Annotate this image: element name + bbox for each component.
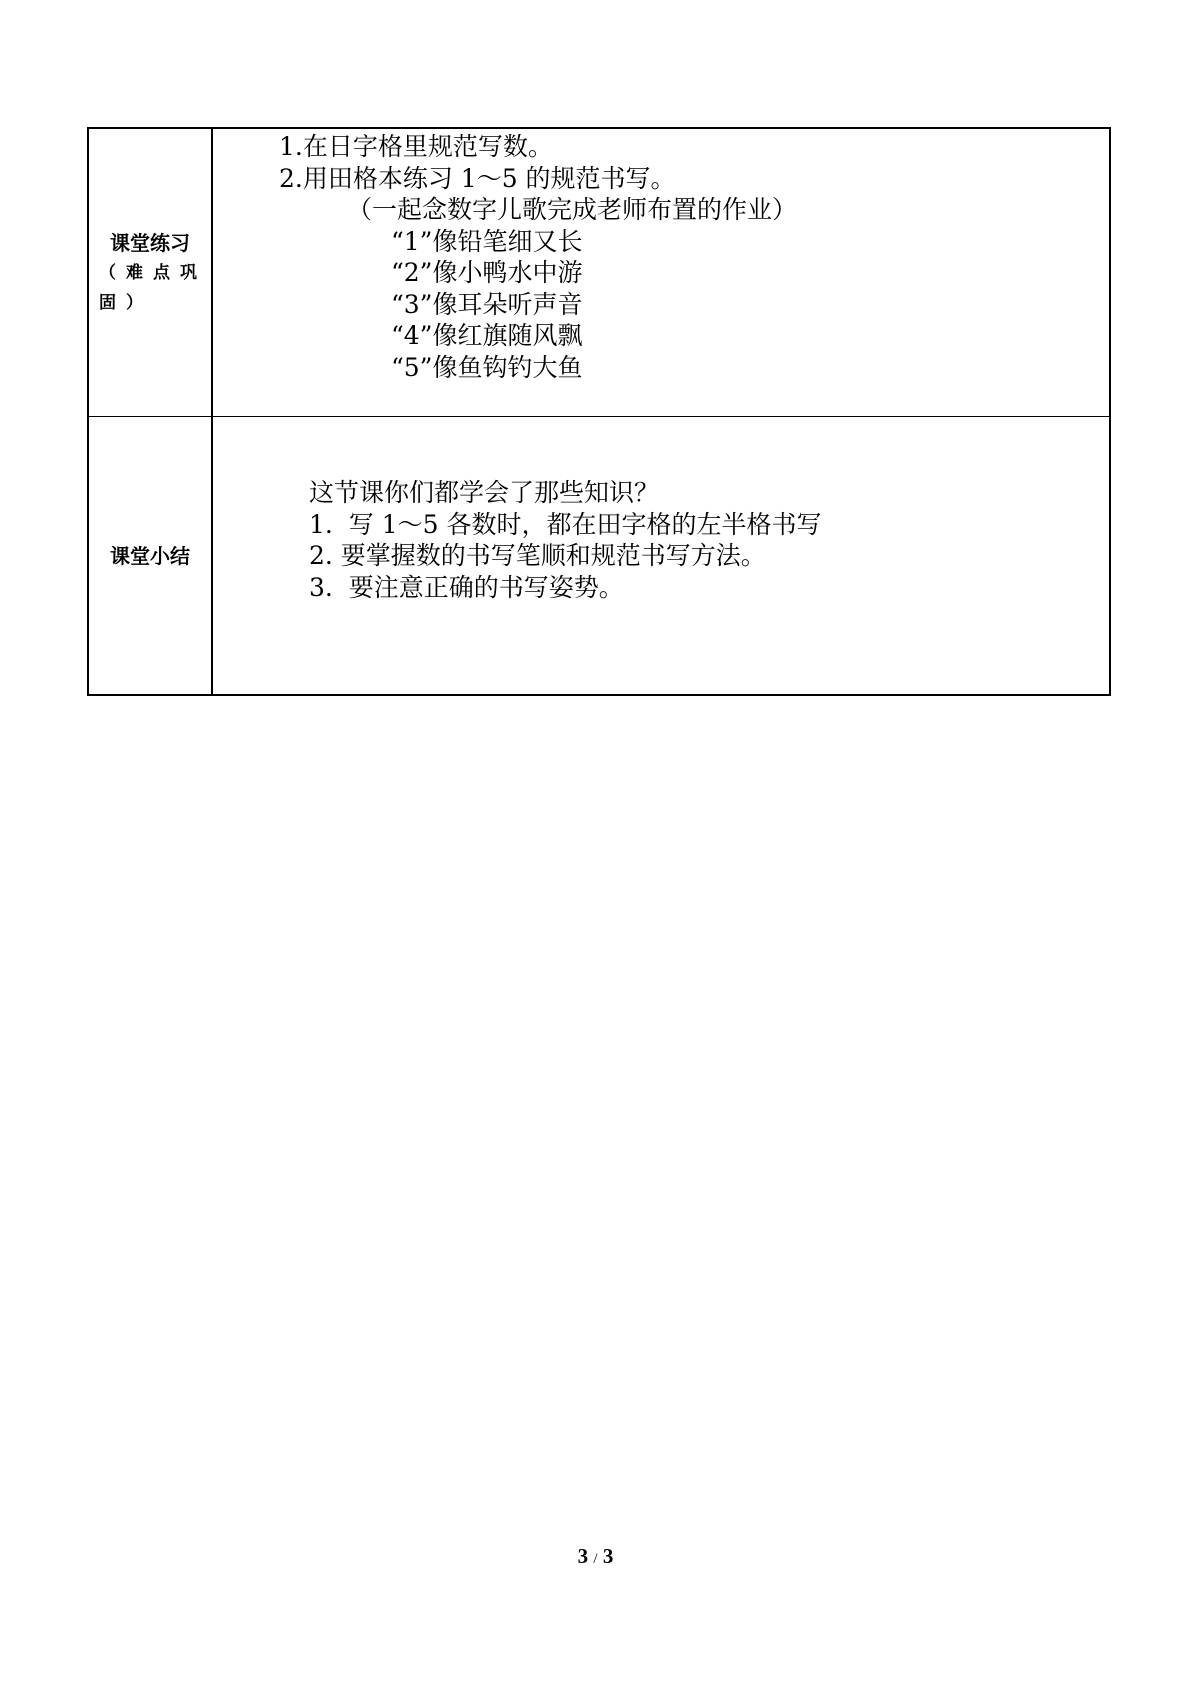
summary-label: 课堂小结 [110, 543, 190, 568]
summary-line: 2. 要掌握数的书写笔顺和规范书写方法。 [309, 541, 766, 570]
practice-content [213, 129, 1109, 416]
practice-line: 2.用田格本练习 1～5 的规范书写。 [279, 163, 676, 193]
practice-label-cell [89, 129, 213, 416]
practice-line: 1.在日字格里规范写数。 [279, 132, 553, 161]
practice-line: “1”像铅笔细又长 [391, 226, 583, 256]
summary-line: 这节课你们都学会了那些知识？ [309, 478, 660, 507]
practice-line: “4”像红旗随风飘 [391, 321, 583, 350]
page-total: 3 [602, 1544, 614, 1568]
practice-label: 课堂练习 [110, 230, 190, 255]
practice-sublabel-2: 固） [99, 292, 153, 313]
practice-line: “3”像耳朵听声音 [391, 289, 583, 319]
summary-row [89, 416, 1109, 694]
lesson-table [87, 127, 1111, 696]
practice-row [89, 129, 1109, 416]
summary-line: 3. 要注意正确的书写姿势。 [309, 572, 624, 602]
practice-line: “5”像鱼钩钓大鱼 [391, 352, 583, 382]
practice-line: （一起念数字儿歌完成老师布置的作业） [347, 195, 798, 224]
page-number [0, 1544, 1191, 1569]
page-separator: / [593, 1551, 598, 1567]
page-current: 3 [577, 1544, 589, 1568]
practice-sublabel-1: （难点巩 [99, 262, 207, 283]
summary-content [213, 417, 1109, 694]
practice-line: “2”像小鸭水中游 [391, 258, 583, 287]
summary-label-cell [89, 417, 213, 694]
summary-line: 1. 写 1～5 各数时，都在田字格的左半格书写 [309, 509, 822, 539]
